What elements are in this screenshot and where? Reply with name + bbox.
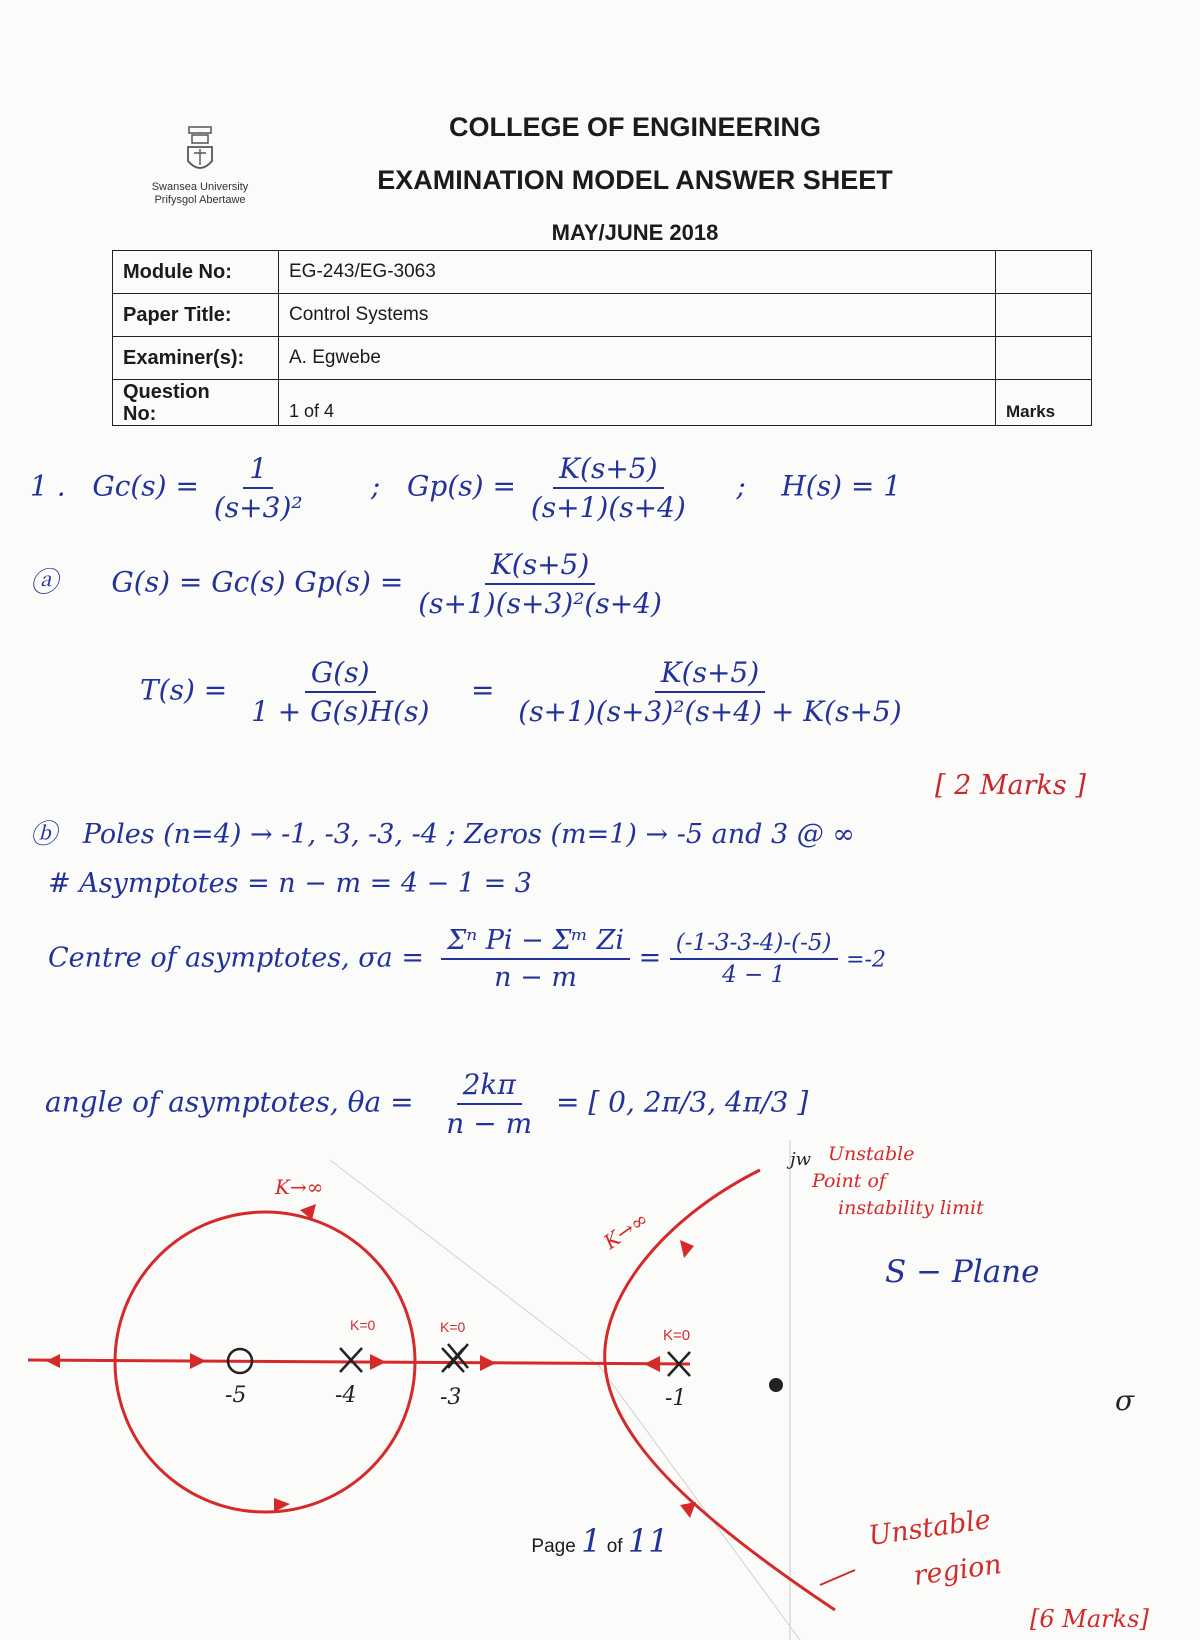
arrow-icon xyxy=(190,1353,206,1369)
question-label-line2: No: xyxy=(123,402,157,425)
centre-line xyxy=(48,925,886,993)
g-numerator: K(s+5) xyxy=(485,548,595,585)
transfer-functions-line xyxy=(30,452,901,524)
part-b-label: ⓑ xyxy=(30,819,57,850)
real-axis-locus xyxy=(28,1360,690,1364)
examiner-label: Examiner(s): xyxy=(113,337,279,380)
table-row xyxy=(113,380,1092,426)
separator: ; xyxy=(370,469,381,503)
part-a-label: ⓐ xyxy=(30,565,59,599)
angle-lhs: angle of asymptotes, θa = xyxy=(45,1085,414,1119)
asymptotes-count: # Asymptotes = n − m = 4 − 1 = 3 xyxy=(48,868,532,899)
jw-label: jw xyxy=(790,1149,811,1170)
module-label: Module No: xyxy=(113,251,279,294)
t-numerator-1: G(s) xyxy=(305,656,376,693)
k-zero-label: K=0 xyxy=(350,1317,376,1333)
open-loop-line xyxy=(30,548,668,620)
centre-fraction xyxy=(441,925,630,993)
marks-cell xyxy=(996,251,1092,294)
question-label xyxy=(113,380,279,426)
axis-label-minus4: -4 xyxy=(335,1383,357,1408)
k-infinity-left: K→∞ xyxy=(275,1175,324,1199)
t-denominator-1: 1 + G(s)H(s) xyxy=(251,695,430,728)
centre-result: =-2 xyxy=(846,947,886,973)
angle-numerator: 2kπ xyxy=(457,1068,522,1105)
angle-fraction xyxy=(440,1068,538,1140)
arrow-icon xyxy=(680,1502,696,1518)
h-of-s: H(s) = 1 xyxy=(781,469,902,503)
k-infinity-right: K→∞ xyxy=(599,1206,653,1255)
centre-numerator-2: (-1-3-3-4)-(-5) xyxy=(670,930,838,960)
poles-zeros-line xyxy=(30,812,855,851)
centre-equals: = xyxy=(638,942,662,974)
gp-fraction xyxy=(525,452,692,524)
unstable-region-label-2: region xyxy=(911,1548,1004,1592)
university-name-cy: Prifysgol Abertawe xyxy=(154,194,246,206)
t-fraction-2 xyxy=(512,656,907,728)
t-denominator-2: (s+1)(s+3)²(s+4) + K(s+5) xyxy=(518,695,902,728)
asymptote-line xyxy=(600,1367,800,1640)
axis-label-minus3: -3 xyxy=(440,1385,462,1410)
page-footer xyxy=(0,1522,1200,1560)
arrow-icon xyxy=(480,1355,496,1371)
paper-title-label: Paper Title: xyxy=(113,294,279,337)
g-denominator: (s+1)(s+3)²(s+4) xyxy=(418,587,662,620)
region-pointer xyxy=(820,1570,855,1585)
question-value: 1 of 4 xyxy=(279,380,996,426)
marks-label: Marks xyxy=(996,380,1092,426)
marks-part-b: [6 Marks] xyxy=(1030,1605,1149,1633)
s-plane-label: S − Plane xyxy=(885,1254,1040,1290)
question-label-line1: Question xyxy=(123,380,210,403)
university-name-en: Swansea University xyxy=(151,181,249,193)
t-equals: = xyxy=(470,673,495,707)
arrow-icon xyxy=(644,1356,660,1372)
pole-marker xyxy=(442,1344,468,1372)
marks-cell xyxy=(996,294,1092,337)
t-numerator-2: K(s+5) xyxy=(655,656,765,693)
gc-fraction xyxy=(208,452,309,524)
table-row xyxy=(113,337,1092,380)
angle-line xyxy=(45,1068,808,1140)
page-total: 11 xyxy=(627,1522,669,1560)
arrow-icon xyxy=(680,1240,694,1258)
k-zero-label: K=0 xyxy=(663,1327,691,1344)
gc-numerator: 1 xyxy=(243,452,273,489)
centre-fraction-2 xyxy=(670,930,838,988)
g-fraction xyxy=(412,548,668,620)
root-locus-plot xyxy=(0,1140,1200,1640)
asymptote-line xyxy=(330,1160,600,1367)
page-word: Page xyxy=(531,1536,576,1557)
exam-session: MAY/JUNE 2018 xyxy=(551,220,719,245)
unstable-point-label-3: instability limit xyxy=(838,1197,984,1219)
k-zero-label: K=0 xyxy=(440,1319,466,1335)
origin-dot xyxy=(769,1378,783,1392)
separator: ; xyxy=(736,469,746,503)
t-lhs: T(s) = xyxy=(140,673,228,707)
centre-denominator: n − m xyxy=(494,962,577,993)
axis-label-minus1: -1 xyxy=(665,1386,687,1411)
module-value: EG-243/EG-3063 xyxy=(279,251,996,294)
of-word: of xyxy=(606,1536,623,1557)
exam-info-table xyxy=(112,250,1092,426)
marks-part-a: [ 2 Marks ] xyxy=(935,770,1086,801)
table-row xyxy=(113,251,1092,294)
angle-result: = [ 0, 2π/3, 4π/3 ] xyxy=(555,1085,809,1119)
gp-denominator: (s+1)(s+4) xyxy=(530,491,686,524)
angle-denominator: n − m xyxy=(446,1107,533,1140)
centre-lhs: Centre of asymptotes, σa = xyxy=(48,942,424,974)
marks-cell xyxy=(996,337,1092,380)
page-number: 1 xyxy=(581,1522,602,1560)
paper-title-value: Control Systems xyxy=(279,294,996,337)
examiner-value: A. Egwebe xyxy=(279,337,996,380)
pole-marker xyxy=(340,1348,362,1372)
sigma-axis-label: σ xyxy=(1115,1384,1135,1417)
sheet-title: EXAMINATION MODEL ANSWER SHEET xyxy=(377,165,893,195)
gc-denominator: (s+3)² xyxy=(213,491,303,524)
arrow-icon xyxy=(46,1354,60,1368)
unstable-point-label-1: Unstable xyxy=(828,1143,915,1165)
gc-lhs: Gc(s) = xyxy=(92,469,199,503)
closed-loop-line xyxy=(140,656,908,728)
unstable-region-label-1: Unstable xyxy=(866,1504,993,1552)
axis-label-minus5: -5 xyxy=(225,1383,247,1408)
g-lhs: G(s) = Gc(s) Gp(s) = xyxy=(111,565,404,599)
centre-numerator: Σⁿ Pi − Σᵐ Zi xyxy=(441,925,630,960)
gp-numerator: K(s+5) xyxy=(553,452,663,489)
unstable-point-label-2: Point of xyxy=(812,1170,886,1192)
table-row xyxy=(113,294,1092,337)
poles-zeros: Poles (n=4) → -1, -3, -3, -4 ; Zeros (m=1) → -5 and 3 @ ∞ xyxy=(82,819,855,850)
gp-lhs: Gp(s) = xyxy=(407,469,516,503)
college-title: COLLEGE OF ENGINEERING xyxy=(448,112,822,142)
centre-denominator-2: 4 − 1 xyxy=(722,962,786,988)
question-number: 1 . xyxy=(30,469,66,503)
arrow-icon xyxy=(370,1354,386,1370)
t-fraction-1 xyxy=(245,656,435,728)
